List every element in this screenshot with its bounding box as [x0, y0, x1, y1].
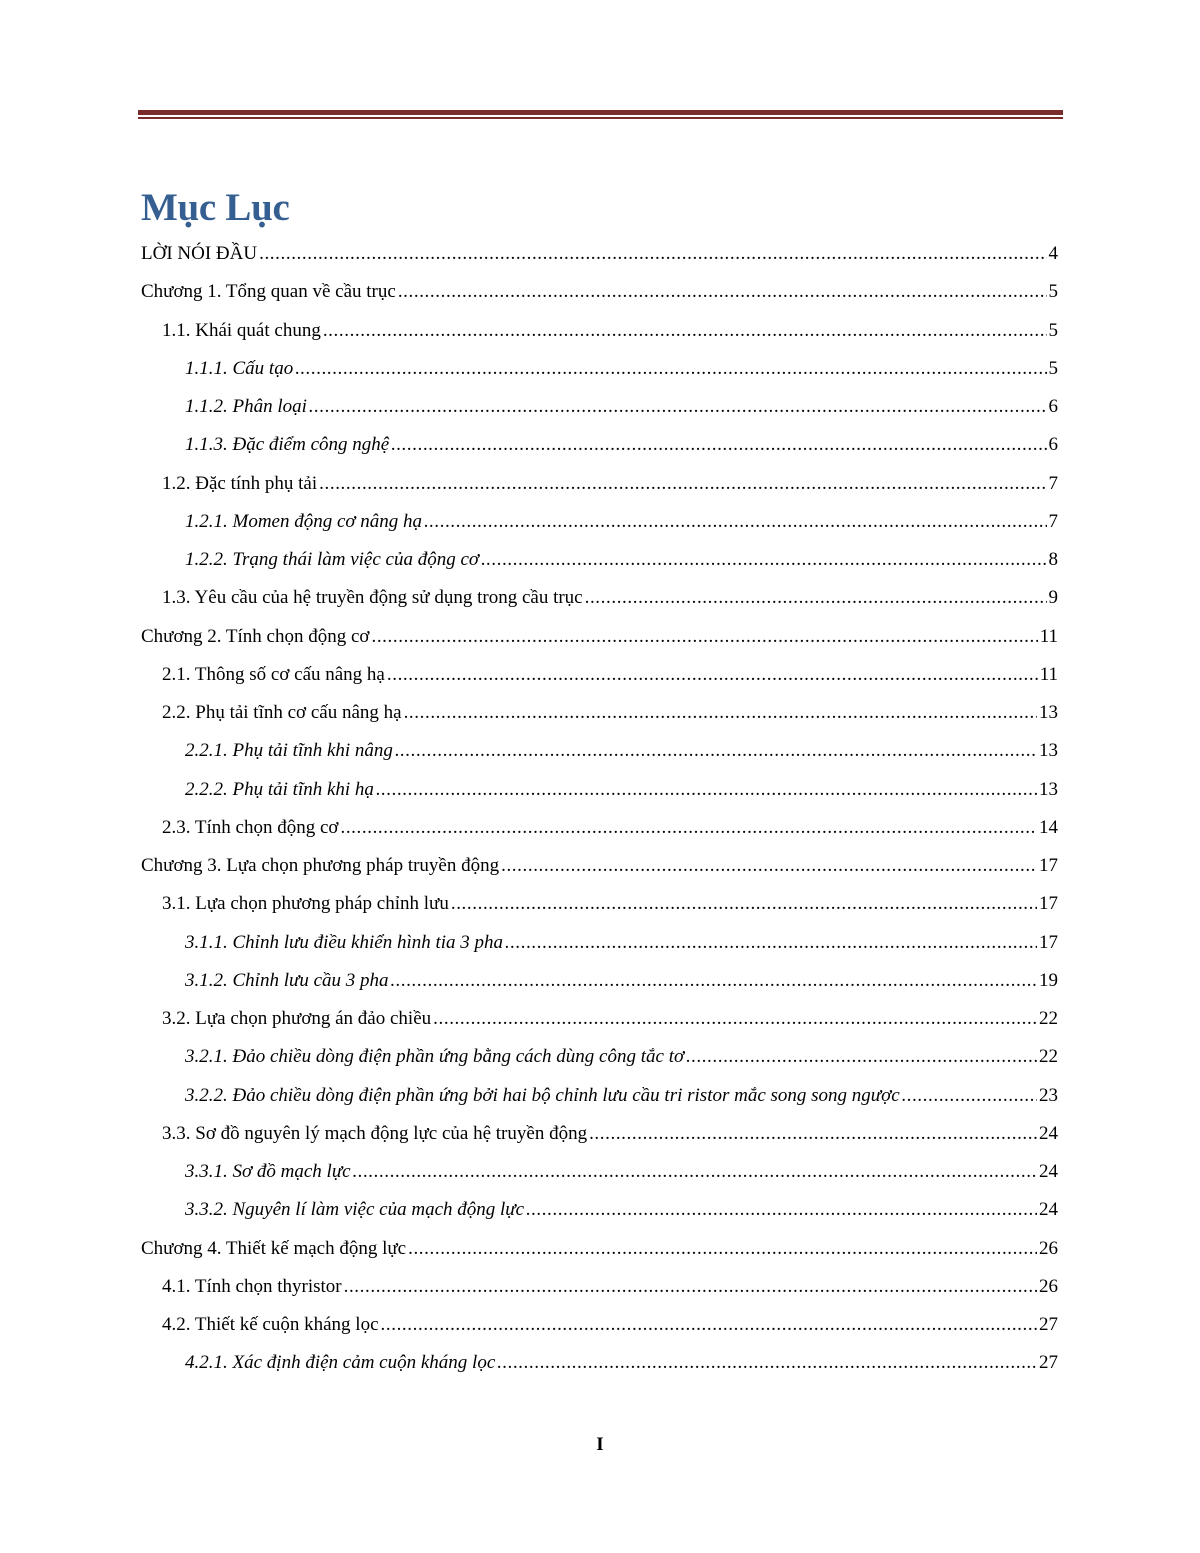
- toc-entry-page: 26: [1039, 1237, 1058, 1259]
- toc-dot-leader: [526, 1198, 1037, 1222]
- toc-entry-page: 5: [1048, 319, 1058, 341]
- toc-entry-page: 17: [1039, 855, 1058, 876]
- toc-entry-page: 13: [1039, 702, 1058, 723]
- toc-entry-page: 17: [1039, 893, 1058, 915]
- toc-dot-leader: [404, 701, 1037, 725]
- toc-dot-leader: [387, 663, 1038, 687]
- toc-entry[interactable]: [162, 586, 1058, 610]
- toc-dot-leader: [497, 1351, 1037, 1375]
- toc-dot-leader: [424, 510, 1046, 534]
- toc-entry-title: 3.1.2. Chỉnh lưu cầu 3 pha: [185, 969, 389, 991]
- toc-dot-leader: [295, 357, 1046, 381]
- toc-dot-leader: [391, 433, 1046, 457]
- toc-entry-title: 4.1. Tính chọn thyristor: [162, 1275, 342, 1297]
- toc-dot-leader: [686, 1045, 1037, 1069]
- toc-entry[interactable]: [162, 816, 1058, 840]
- toc-entry[interactable]: [185, 1351, 1058, 1375]
- toc-entry[interactable]: [141, 854, 1058, 878]
- toc-entry-page: 4: [1048, 243, 1058, 264]
- toc-dot-leader: [319, 472, 1046, 496]
- toc-entry-title: 3.2. Lựa chọn phương án đảo chiều: [162, 1008, 432, 1029]
- toc-dot-leader: [309, 395, 1047, 419]
- toc-dot-leader: [344, 1275, 1037, 1299]
- toc-entry[interactable]: [185, 357, 1058, 381]
- page-number: I: [596, 1434, 604, 1455]
- toc-entry-title: 3.3.2. Nguyên lí làm việc của mạch động lực: [185, 1199, 525, 1221]
- header-rule-thin: [138, 117, 1063, 119]
- toc-entry-title: 4.2. Thiết kế cuộn kháng lọc: [162, 1314, 379, 1335]
- toc-dot-leader: [589, 1122, 1037, 1146]
- toc-entry-title: 1.1. Khái quát chung: [162, 319, 321, 341]
- toc-dot-leader: [505, 931, 1037, 955]
- toc-entry-page: 27: [1039, 1352, 1058, 1374]
- toc-entry[interactable]: [162, 1122, 1058, 1146]
- toc-entry-title: Chương 2. Tính chọn động cơ: [141, 625, 370, 647]
- toc-entry-page: 8: [1048, 549, 1058, 570]
- toc-entry-page: 19: [1039, 969, 1058, 991]
- toc-entry-page: 11: [1039, 625, 1058, 647]
- toc-entry-title: 2.2.1. Phụ tải tĩnh khi nâng: [185, 740, 393, 762]
- toc-entry-title: LỜI NÓI ĐẦU: [141, 243, 258, 264]
- toc-entry[interactable]: [162, 1007, 1058, 1031]
- toc-entry[interactable]: [185, 931, 1058, 955]
- toc-entry-title: 3.1. Lựa chọn phương pháp chỉnh lưu: [162, 893, 449, 915]
- toc-dot-leader: [395, 739, 1037, 763]
- toc-dot-leader: [323, 319, 1047, 343]
- toc-entry[interactable]: [185, 548, 1058, 572]
- toc-dot-leader: [433, 1007, 1037, 1031]
- toc-entry-title: 2.1. Thông số cơ cấu nâng hạ: [162, 663, 385, 685]
- toc-entry-page: 27: [1039, 1314, 1058, 1335]
- toc-entry[interactable]: [141, 625, 1058, 649]
- toc-entry-title: 3.3.1. Sơ đồ mạch lực: [185, 1161, 351, 1182]
- toc-entry-title: 2.2. Phụ tải tĩnh cơ cấu nâng hạ: [162, 702, 402, 723]
- toc-entry[interactable]: [162, 663, 1058, 687]
- toc-entry[interactable]: [162, 1313, 1058, 1337]
- toc-dot-leader: [376, 778, 1037, 802]
- toc-entry-page: 14: [1039, 816, 1058, 838]
- toc-dot-leader: [259, 242, 1046, 266]
- toc-dot-leader: [585, 586, 1047, 610]
- toc-entry-page: 7: [1048, 510, 1058, 532]
- toc-entry-title: 3.1.1. Chỉnh lưu điều khiển hình tia 3 pha: [185, 931, 504, 953]
- toc-entry[interactable]: [185, 433, 1058, 457]
- toc-entry[interactable]: [141, 242, 1058, 266]
- toc-dot-leader: [340, 816, 1037, 840]
- toc-entry-page: 17: [1039, 931, 1058, 953]
- toc-entry-title: 1.1.2. Phân loại: [185, 396, 307, 417]
- toc-entry-page: 9: [1048, 587, 1058, 609]
- toc-entry-page: 13: [1039, 778, 1058, 800]
- toc-entry[interactable]: [185, 739, 1058, 763]
- toc-entry-page: 24: [1039, 1199, 1058, 1221]
- toc-entry[interactable]: [185, 969, 1058, 993]
- toc-entry-page: 13: [1039, 740, 1058, 762]
- toc-entry-page: 5: [1048, 357, 1058, 379]
- toc-entry-title: Chương 3. Lựa chọn phương pháp truyền động: [141, 855, 500, 876]
- toc-entry-title: 2.2.2. Phụ tải tĩnh khi hạ: [185, 778, 374, 800]
- toc-entry-title: 4.2.1. Xác định điện cảm cuộn kháng lọc: [185, 1352, 496, 1374]
- toc-entry[interactable]: [185, 1045, 1058, 1069]
- toc-entry-page: 26: [1039, 1275, 1058, 1297]
- toc-dot-leader: [481, 548, 1046, 572]
- toc-entry-title: 1.1.1. Cấu tạo: [185, 357, 294, 379]
- toc-entry-page: 24: [1039, 1161, 1058, 1182]
- toc-entry-title: 2.3. Tính chọn động cơ: [162, 816, 339, 838]
- toc-dot-leader: [391, 969, 1037, 993]
- toc-entry-page: 5: [1048, 281, 1058, 303]
- toc-entry[interactable]: [141, 280, 1058, 304]
- toc-entry-title: 1.2. Đặc tính phụ tải: [162, 472, 318, 494]
- toc-entry-title: 3.2.2. Đảo chiều dòng điện phần ứng bởi hai bộ chỉnh lưu cầu tri ristor mắc song song ngược: [185, 1084, 900, 1106]
- toc-entry-page: 22: [1039, 1008, 1058, 1029]
- header-rule-thick: [138, 110, 1063, 115]
- toc-entry[interactable]: [162, 701, 1058, 725]
- toc-entry-title: 1.1.3. Đặc điểm công nghệ: [185, 434, 390, 456]
- toc-dot-leader: [501, 854, 1037, 878]
- toc-dot-leader: [398, 280, 1047, 304]
- toc-dot-leader: [353, 1160, 1037, 1184]
- toc-entry-page: 23: [1039, 1084, 1058, 1106]
- toc-entry[interactable]: [141, 1237, 1058, 1261]
- toc-entry[interactable]: [185, 778, 1058, 802]
- toc-entry-page: 22: [1039, 1046, 1058, 1068]
- toc-entry-title: Chương 4. Thiết kế mạch động lực: [141, 1237, 407, 1259]
- toc-dot-leader: [451, 892, 1037, 916]
- toc-entry-title: 3.2.1. Đảo chiều dòng điện phần ứng bằng cách dùng công tắc tơ: [185, 1046, 685, 1068]
- toc-entry[interactable]: [162, 319, 1058, 343]
- toc-entry[interactable]: [185, 1084, 1058, 1108]
- toc-entry[interactable]: [162, 892, 1058, 916]
- toc-title: Mục Lục: [141, 186, 290, 229]
- toc-entry-page: 6: [1048, 434, 1058, 456]
- toc-dot-leader: [902, 1084, 1037, 1108]
- toc-entry-title: Chương 1. Tổng quan về cầu trục: [141, 281, 396, 303]
- toc-entry-title: 1.2.2. Trạng thái làm việc của động cơ: [185, 549, 480, 570]
- toc-entry-title: 1.3. Yêu cầu của hệ truyền động sử dụng trong cầu trục: [162, 587, 583, 609]
- toc-entry[interactable]: [162, 1275, 1058, 1299]
- toc-entry-page: 7: [1048, 472, 1058, 494]
- toc-dot-leader: [381, 1313, 1037, 1337]
- toc-dot-leader: [371, 625, 1037, 649]
- toc-entry-page: 11: [1039, 663, 1058, 685]
- toc-entry-title: 3.3. Sơ đồ nguyên lý mạch động lực của hệ truyền động: [162, 1122, 588, 1144]
- toc-entry[interactable]: [162, 472, 1058, 496]
- toc-entry-page: 24: [1039, 1122, 1058, 1144]
- toc-entry[interactable]: [185, 1198, 1058, 1222]
- toc-entry[interactable]: [185, 395, 1058, 419]
- toc-entry[interactable]: [185, 510, 1058, 534]
- toc-dot-leader: [408, 1237, 1037, 1261]
- toc-entry-title: 1.2.1. Momen động cơ nâng hạ: [185, 510, 423, 532]
- toc-entry-page: 6: [1048, 396, 1058, 417]
- toc-entry[interactable]: [185, 1160, 1058, 1184]
